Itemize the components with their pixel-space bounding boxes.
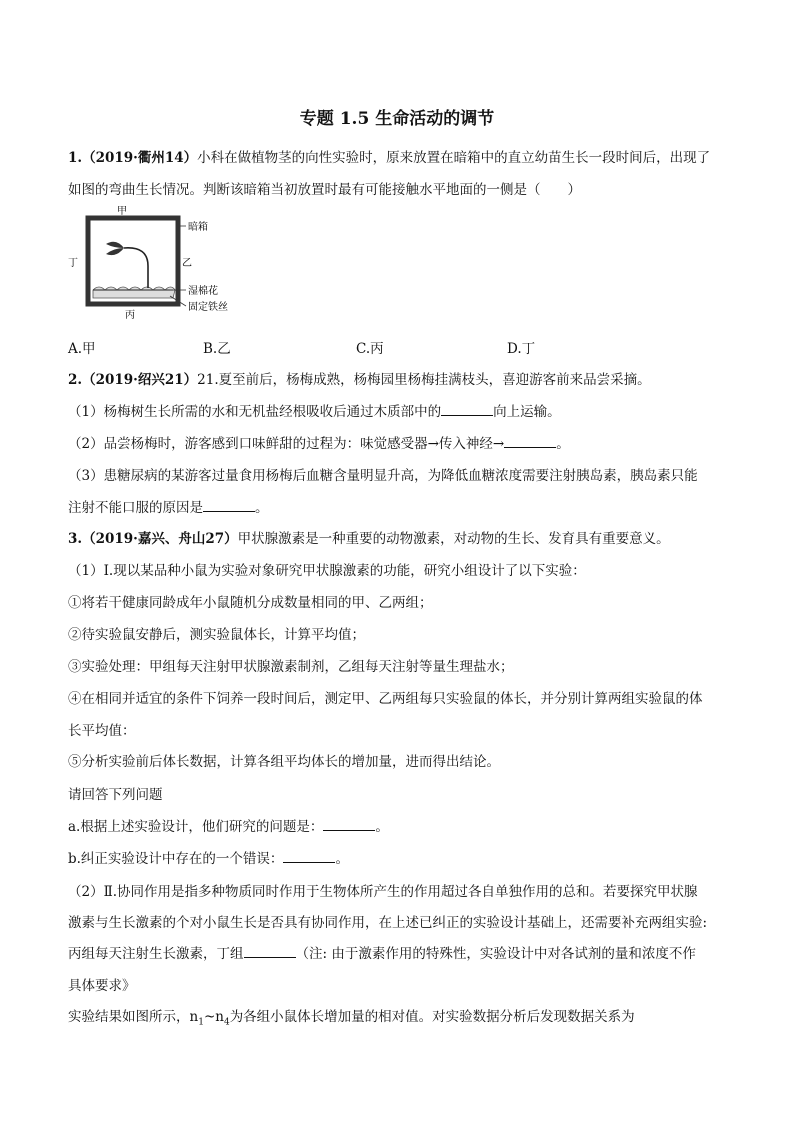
q1-option-b: B.乙 <box>203 341 231 357</box>
seedling-leaf-bottom <box>106 248 124 255</box>
q3-part-2-line-3 <box>68 942 696 962</box>
q2-blank-3 <box>203 499 255 512</box>
q3-number: 3.（2019·嘉兴、舟山27） <box>68 531 238 547</box>
q3-blank-c <box>244 945 296 958</box>
q1-option-d: D.丁 <box>507 341 536 357</box>
q3-part-2-note: （注: 由于激素作用的特殊性，实验设计中对各试剂的量和浓度不作 <box>295 946 696 962</box>
q3-ask: 请回答下列问题 <box>68 787 163 803</box>
q2-part-3-line-2 <box>68 496 269 516</box>
q3-blank-b <box>283 850 335 863</box>
q3-result-text-b: 为各组小鼠体长增加量的相对值。对实验数据分析后发现数据关系为 <box>229 1009 635 1025</box>
q2-number: 2.（2019·绍兴21） <box>68 372 198 388</box>
q3-part-1-intro: （1）Ⅰ.现以某品种小鼠为实验对象研究甲状腺激素的功能，研究小组设计了以下实验： <box>68 563 586 579</box>
q3-blank-a <box>323 818 375 831</box>
q2-part-2-tail: 。 <box>556 436 570 452</box>
seedling-leaf-top <box>106 242 124 248</box>
q1-number: 1.（2019·衢州14） <box>68 150 198 166</box>
q2-part-1-text: （1）杨梅树生长所需的水和无机盐经根吸收后通过木质部中的 <box>68 404 442 420</box>
q2-part-1-tail: 向上运输。 <box>493 404 561 420</box>
q1-text-1: 小科在做植物茎的向性实验时，原来放置在暗箱中的直立幼苗生长一段时间后，出现了 <box>197 150 711 166</box>
q1-line-1 <box>68 146 710 166</box>
q3-result-line <box>68 1005 635 1028</box>
page-title: 专题 1.5 生命活动的调节 <box>299 109 495 129</box>
q3-sub-b-text: b.纠正实验设计中存在的一个错误： <box>68 851 284 867</box>
q2-line-1 <box>68 368 651 388</box>
q1-text-2: 如图的弯曲生长情况。判断该暗箱当初放置时最有可能接触水平地面的一侧是（ ） <box>68 182 581 198</box>
q3-step-4-line-1: ④在相同并适宜的条件下饲养一段时间后，测定甲、乙两组每只实验鼠的体长，并分别计算两组实验鼠的体 <box>68 691 703 707</box>
q3-text: 甲状腺激素是一种重要的动物激素，对动物的生长、发育具有重要意义。 <box>237 531 670 547</box>
q3-line-1 <box>68 527 670 547</box>
q2-text: 21.夏至前后，杨梅成熟，杨梅园里杨梅挂满枝头，喜迎游客前来品尝采摘。 <box>197 372 651 388</box>
dark-box-figure <box>58 206 258 326</box>
q3-part-2-text: 丙组每天注射生长激素，丁组 <box>68 946 244 962</box>
label-wet-cotton: 湿棉花 <box>188 286 218 297</box>
seedling-stem <box>124 248 148 288</box>
q2-part-2 <box>68 432 570 452</box>
q3-step-5: ⑤分析实验前后体长数据，计算各组平均体长的增加量，进而得出结论。 <box>68 754 500 770</box>
q3-result-sub-1: 1 <box>198 1017 204 1028</box>
q3-result-text-a: 实验结果如图所示，n <box>68 1009 199 1025</box>
q3-step-3: ③实验处理：甲组每天注射甲状腺激素制剂，乙组每天注射等量生理盐水； <box>68 659 514 675</box>
q3-sub-a-text: a.根据上述实验设计，他们研究的问题是： <box>68 819 324 835</box>
label-jia: 甲 <box>117 206 127 217</box>
q2-blank-1 <box>441 403 493 416</box>
q1-option-c: C.丙 <box>356 341 384 357</box>
label-ding: 丁 <box>68 258 78 269</box>
q2-part-1 <box>68 400 561 420</box>
q1-option-a: A.甲 <box>68 341 96 357</box>
q3-step-1: ①将若干健康同龄成年小鼠随机分成数量相同的甲、乙两组； <box>68 595 433 611</box>
q2-blank-2 <box>504 435 556 448</box>
q2-part-3-text: 注射不能口服的原因是 <box>68 500 203 516</box>
q3-sub-a-tail: 。 <box>375 819 389 835</box>
label-yi: 乙 <box>182 258 192 269</box>
q3-part-2-line-2: 激素与生长激素的个对小鼠生长是否具有协同作用，在上述已纠正的实验设计基础上，还需要补充两组实验: <box>68 915 708 931</box>
q2-part-3-tail: 。 <box>255 500 269 516</box>
q3-sub-b-tail: 。 <box>335 851 349 867</box>
label-fixed-wire: 固定铁丝 <box>188 302 228 313</box>
q3-sub-b <box>68 847 349 867</box>
label-bing: 丙 <box>125 310 135 321</box>
q3-result-text-m: ~n <box>203 1009 224 1025</box>
q3-part-2-line-1: （2）Ⅱ.协同作用是指多种物质同时作用于生物体所产生的作用超过各自单独作用的总和。若要探究甲状腺 <box>68 884 698 900</box>
q3-part-2-line-4: 具体要求》 <box>68 978 136 994</box>
wet-cotton <box>93 287 175 298</box>
q2-part-2-text: （2）品尝杨梅时，游客感到口味鲜甜的过程为：味觉感受器→传入神经→ <box>68 436 505 452</box>
q3-result-sub-4: 4 <box>223 1017 230 1028</box>
q3-sub-a <box>68 815 389 835</box>
q2-part-3-line-1: （3）患糖尿病的某游客过量食用杨梅后血糖含量明显升高，为降低血糖浓度需要注射胰岛素，胰岛素只能 <box>68 468 698 484</box>
q3-step-4-line-2: 长平均值： <box>68 723 136 739</box>
label-dark-box: 暗箱 <box>188 222 208 233</box>
q3-step-2: ②待实验鼠安静后，测实验鼠体长，计算平均值； <box>68 627 365 643</box>
